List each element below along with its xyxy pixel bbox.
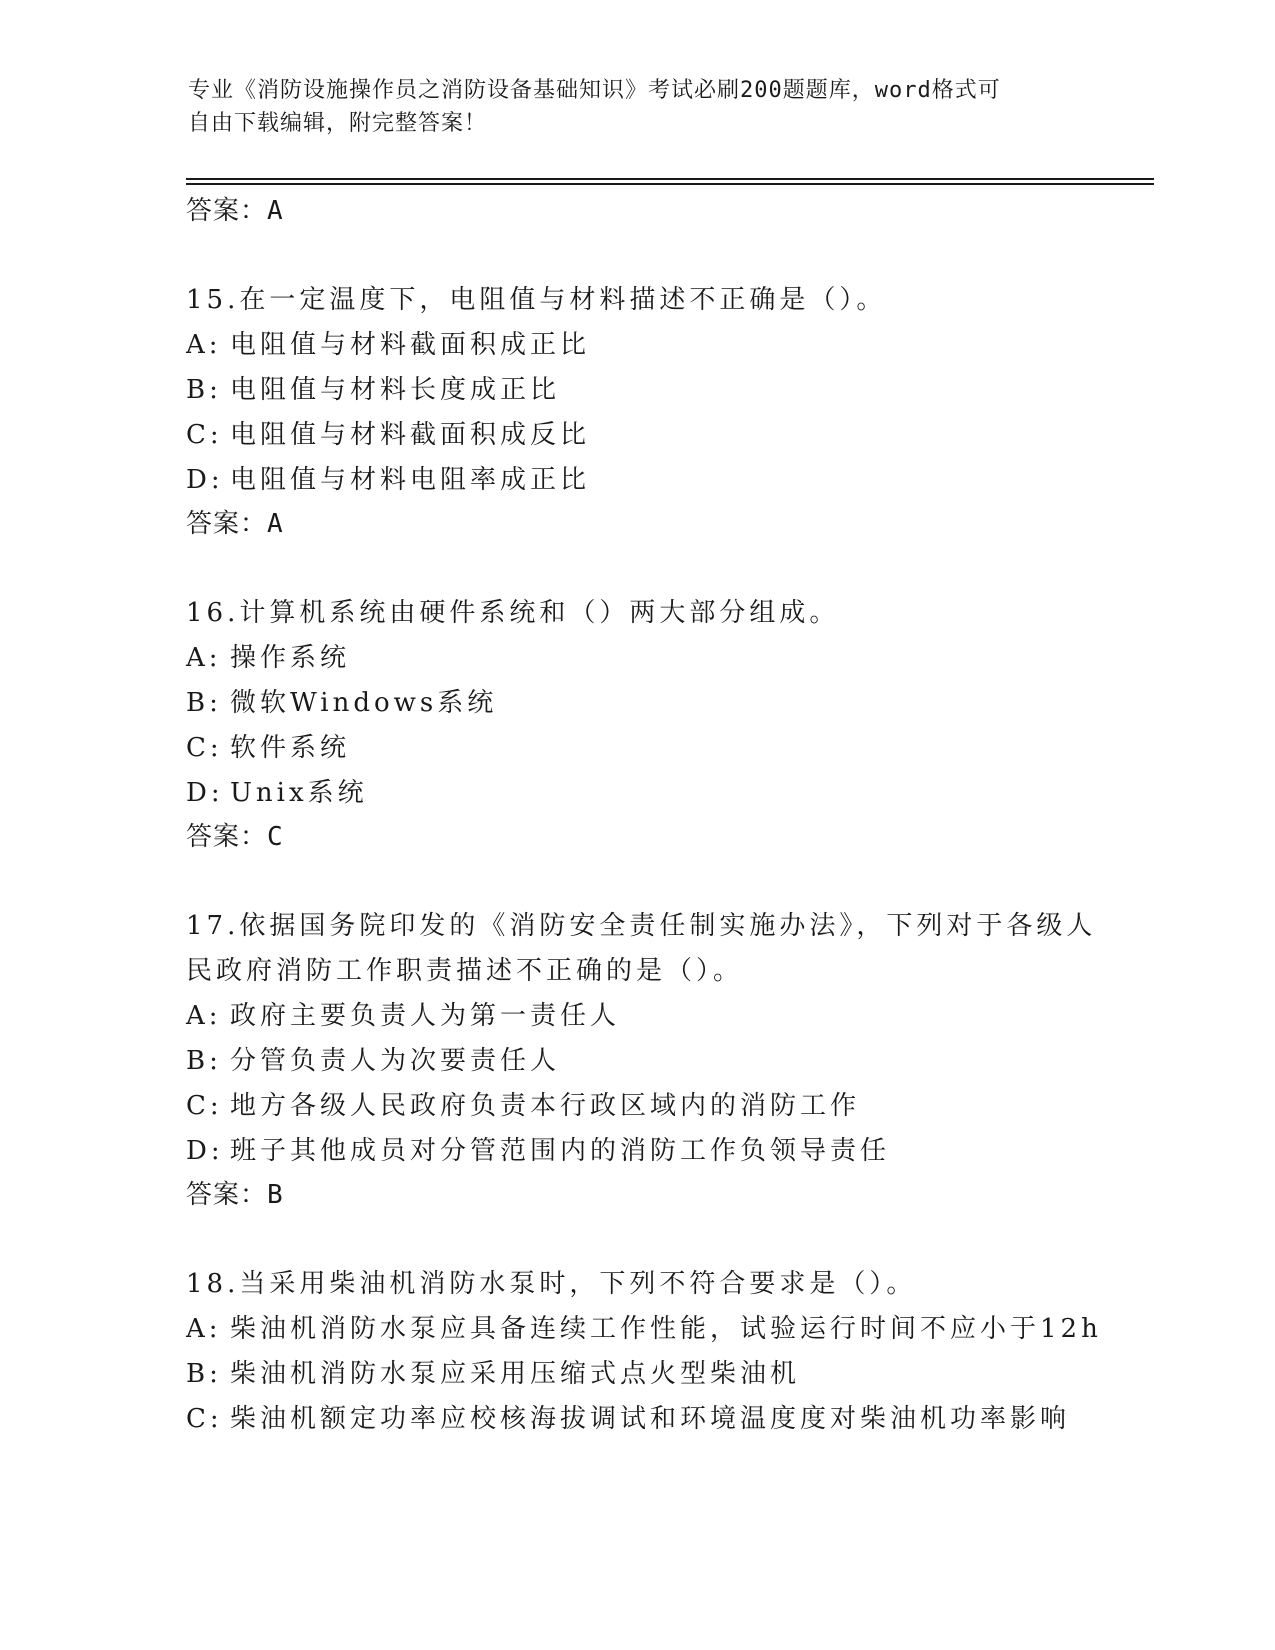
option-text: 软件系统 [230,733,351,763]
option-text: 电阻值与材料截面积成正比 [230,330,591,360]
option-text: 柴油机额定功率应校核海拔调试和环境温度度对柴油机功率影响 [230,1404,1071,1434]
header-line-2: 自由下载编辑，附完整答案！ [188,111,488,136]
option-c [186,1397,1146,1442]
answer-line: 答案：C [186,822,284,852]
option-key: B: [186,1046,222,1076]
option-key: D: [186,1136,224,1166]
option-c [186,1084,1146,1129]
question-stem: 16.计算机系统由硬件系统和（）两大部分组成。 [186,598,840,628]
option-text: 操作系统 [230,643,351,673]
option-text: 电阻值与材料长度成正比 [230,375,561,405]
option-b [186,368,1146,413]
option-key: A: [186,1314,222,1344]
option-key: D: [186,778,224,808]
question-block [186,591,1146,858]
document-header [188,74,1088,140]
question-block [186,278,1146,545]
option-text: 电阻值与材料截面积成反比 [230,420,591,450]
question-stem: 18.当采用柴油机消防水泵时，下列不符合要求是（）。 [186,1269,917,1299]
option-key: C: [186,733,223,763]
header-line-1: 专业《消防设施操作员之消防设备基础知识》考试必刷200题题库，word格式可 [188,78,1001,103]
option-a [186,323,1146,368]
header-rule-bottom [186,183,1154,185]
question-stem: 15.在一定温度下，电阻值与材料描述不正确是（）。 [186,285,887,315]
option-text: 微软Windows系统 [230,688,498,718]
option-text: 柴油机消防水泵应具备连续工作性能，试验运行时间不应小于12h [230,1314,1102,1344]
option-key: B: [186,375,222,405]
option-key: A: [186,643,222,673]
answer-line: 答案：A [186,509,284,539]
option-b [186,1039,1146,1084]
option-d [186,1129,1146,1174]
option-key: C: [186,420,223,450]
option-c [186,726,1146,771]
option-key: B: [186,688,222,718]
option-key: C: [186,1091,223,1121]
option-d [186,458,1146,503]
question-list [186,190,1146,1442]
option-key: A: [186,1001,222,1031]
option-b [186,1352,1146,1397]
option-text: 政府主要负责人为第一责任人 [230,1001,621,1031]
option-key: B: [186,1359,222,1389]
option-text: 柴油机消防水泵应采用压缩式点火型柴油机 [230,1359,801,1389]
previous-answer: 答案：A [186,196,284,226]
question-block [186,1262,1146,1442]
question-stem: 17.依据国务院印发的《消防安全责任制实施办法》，下列对于各级人 [186,911,1097,941]
option-a [186,1307,1146,1352]
option-key: C: [186,1404,223,1434]
option-text: 地方各级人民政府负责本行政区域内的消防工作 [230,1091,861,1121]
option-a [186,636,1146,681]
question-block [186,904,1146,1216]
option-text: 电阻值与材料电阻率成正比 [230,465,591,495]
option-text: Unix系统 [230,778,368,808]
option-key: D: [186,465,224,495]
option-c [186,413,1146,458]
question-stem-continued: 民政府消防工作职责描述不正确的是（）。 [186,956,744,986]
option-d [186,771,1146,816]
option-b [186,681,1146,726]
option-text: 班子其他成员对分管范围内的消防工作负领导责任 [230,1136,891,1166]
option-a [186,994,1146,1039]
answer-line: 答案：B [186,1180,284,1210]
option-text: 分管负责人为次要责任人 [230,1046,561,1076]
header-rule-top [186,178,1154,180]
option-key: A: [186,330,222,360]
